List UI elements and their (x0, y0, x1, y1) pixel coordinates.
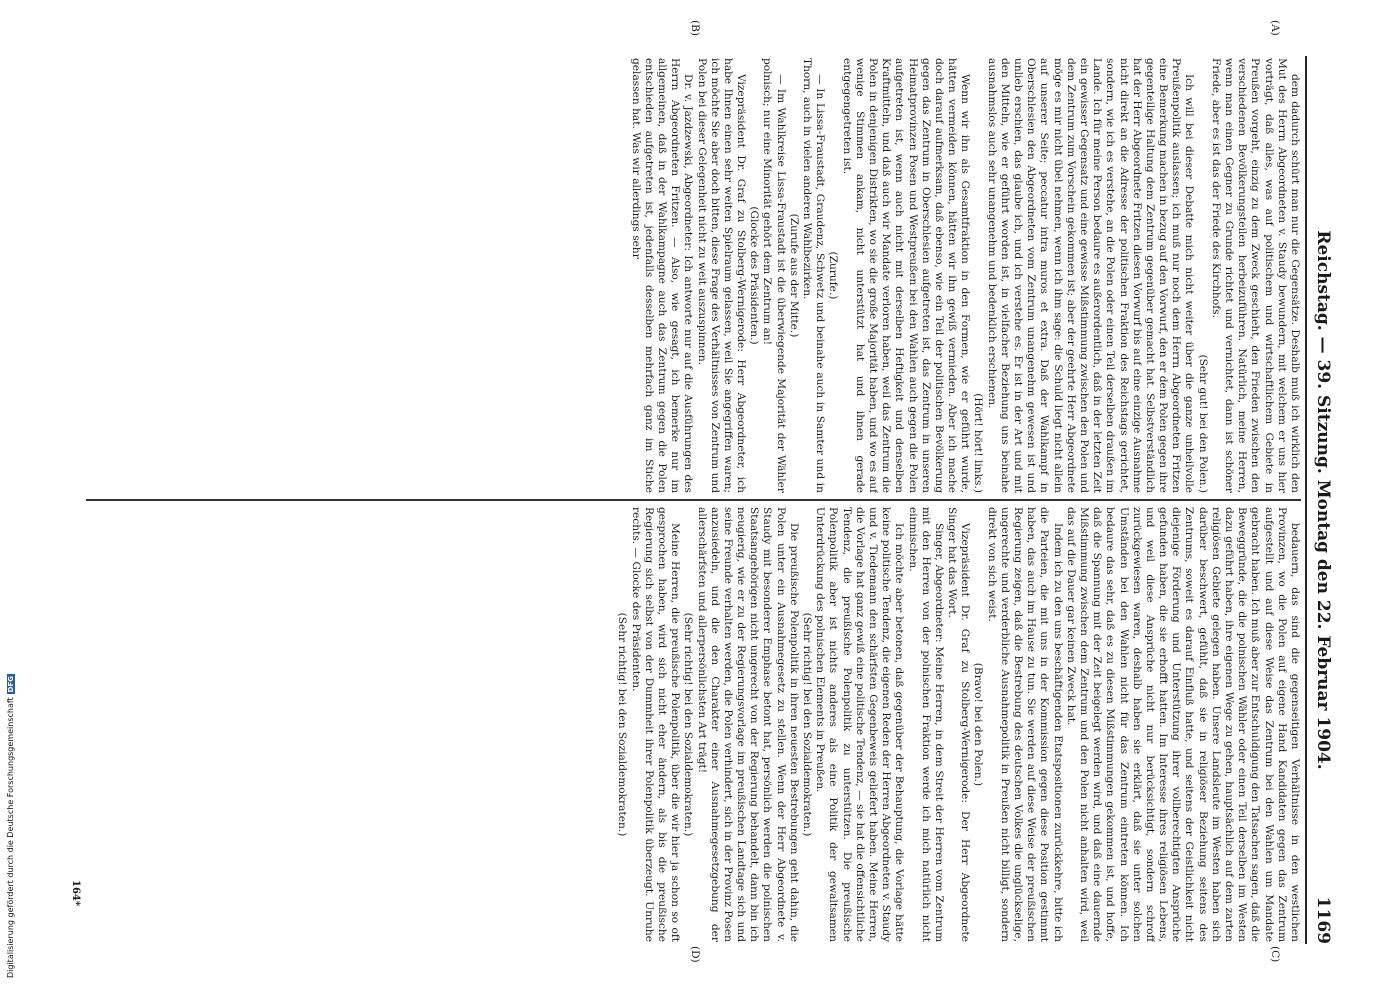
right-column (86, 507, 1301, 942)
margin-marker-a: (A) (1269, 20, 1281, 36)
interjection: (Sehr richtig! bei den Sozialdemokraten.) (616, 612, 629, 837)
left-column (86, 58, 1301, 493)
interjection: (Hört! hört! links.) (972, 393, 985, 493)
speaker-paragraph: Dr. v. Jazdzewski, Abgeordneter: Ich antworte nur auf die Ausführungen des Herrn Abgeordneten Fritzen. — Also, wie gesagt, ich bemerke nur im allgemeinen, daß in der Wahlkampagne auch das Zentrum gegen die Polen entschieden aufgetreten ist, jedenfalls desselben mehrfach ganz im Stiche gelassen hat. Was wir allerdings sehr (629, 58, 695, 493)
paragraph: Wenn wir ihn als Gesamtfraktion in den Formen, wie er geführt wurde, hätten vermeiden können, hätten wir ihn gewiß vermieden. Aber ich mache doch darauf aufmerksam, daß ebenso, wie ein Teil der politischen Bevölkerung gegen das Zentrum in Oberschlesien aufgetreten ist, das Zentrum in unseren Heimatprovinzen Posen und Westpreußen bei den Wahlen auch gegen die Polen aufgetreten ist, wenn auch nicht mit derselben Heftigkeit und denselben Kraftmitteln, und daß auch wir Mandate verloren haben, weil das Zentrum die Polen in denjenigen Distrikten, wo sie die große Majorität haben, und wo es auf wenige Stimmen ankam, nicht unterstützt hat und ihnen gerade entgegengetreten ist. (840, 58, 972, 493)
interjection: (Zurufe.) (827, 251, 840, 300)
margin-marker-b: (B) (689, 20, 701, 36)
dfg-logo: DFG (6, 675, 15, 693)
paragraph: Die preußische Polenpolitik in ihren neuesten Bestrebungen geht dahin, die Polen unter ein Ausnahmegesetz zu stellen. Wenn der Herr Abgeordnete v. Staudy mit besonderer Emphase betont hat, persönlich werden die polnischen Staatsangehörigen nicht ungerecht von der Regierung behandelt, dann bin ich neugierig, wie er zu der Regierungsvorlage im preußischen Landtage sich und seine Freunde verhalten werden, die Polen verhindert, sich in der Provinz Posen anzusiedeln, und die den Charakter einer Ausnahmegesetzgebung der allerschärfsten und allerpersönlichsten Art trägt! (695, 507, 800, 942)
interjection: (Bravo! bei den Polen.) (972, 662, 985, 787)
interjection: (Sehr gut! bei den Polen.) (1196, 354, 1209, 493)
speaker-paragraph: Vizepräsident Dr. Graf zu Stolberg-Wernigerode: Der Herr Abgeordnete Singer hat das Wort. (946, 507, 972, 942)
interjection: (Glocke des Präsidenten.) (748, 206, 761, 345)
interjection: (Sehr richtig! bei den Sozialdemokraten.) (801, 612, 814, 837)
margin-marker-d: (D) (689, 946, 701, 963)
page-number: 1169 (1313, 896, 1333, 944)
paragraph: Indem ich zu den uns beschäftigenden Etatspositionen zurückkehre, bitte ich die Parteien, die mit uns in der Kommission gegen diese Position gestimmt haben, das auch im Hause zu tun. Sie werden auf diese Weise der preußischen Regierung zeigen, daß die Bestrebung des deutschen Volkes die unglückselige, ungerechte und verderbliche Ausnahmepolitik in Preußen nicht billigt, sondern direkt von sich weist. (985, 507, 1064, 942)
paragraph: Ich möchte aber betonen, daß gegenüber der Behauptung, die Vorlage hätte keine politische Tendenz, die eigenen Reden der Herren Abgeordneten v. Staudy und v. Tiedemann den schärfsten Gegenbeweis geliefert haben. Meine Herren, die Vorlage hat ganz gewiß eine politische Tendenz, — sie hat die offensichtliche Tendenz, die preußische Polenpolitik zu unterstützen. Die preußische Polenpolitik aber ist nichts anderes als eine Politik der gewaltsamen Unterdrückung des polnischen Elements in Preußen. (814, 507, 906, 942)
column-divider (86, 499, 1301, 501)
paragraph: — Im Wahlkreise Lissa-Fraustadt ist die überwiegende Majorität der Wähler polnisch; nur eine Minorität gehört dem Zentrum an! (761, 58, 787, 493)
interjection: (Sehr richtig! bei den Sozialdemokraten.) (682, 612, 695, 837)
signature-mark: 164* (70, 880, 81, 907)
paragraph: dem dadurch schürt man nur die Gegensätze. Deshalb muß ich wirklich den Mut des Herrn Abgeordneten v. Staudy bewundern, mit welchem er uns hier vorträgt, daß alles, was auf politischem und wirtschaftlichem Gebiete in Preußen vorgeht, einzig zu dem Zweck geschieht, den Frieden zwischen den verschiedenen Bevölkerungsteilen herbeizuführen. Natürlich, meine Herren, wenn man einen Gegner zu Grunde richtet und vernichtet, dann ist schöner Friede, aber es ist das der Friede des Kirchhofs. (1209, 58, 1301, 493)
header-title: Reichstag. — 39. Sitzung. Montag den 22. Februar 1904. (1313, 230, 1333, 770)
credit-text: Digitalisierung gefördert durch die Deutsche Forschungsgemeinschaft (6, 697, 15, 978)
document-page (66, 20, 1341, 963)
paragraph: bedauern, das sind die gegenseitigen Verhältnisse in den westlichen Provinzen, wo die Polen auf eigene Hand Kandidaten gegen das Zentrum aufgestellt und auf diese Weise das Zentrum bei den Wahlen um Mandate gebracht haben. Ich muß aber zur Entschuldigung den Tatsachen sagen, daß die Beweggründe, die die polnischen Wähler oder einen Teil derselben im Westen dazu geführt haben, ihre eigenen Wege zu gehen, hauptsächlich auf dem zarten religiösen Gebiete gelegen haben. Unsere Landsleute im Westen haben sich darüber beschwert, gefühlt, daß sie in religiöser Beziehung seitens des Zentrums, soweit es darauf Einfluß hatte, und seitens der Geistlichkeit nicht diejenige Förderung und Unterstützung ihrer vollberechtigten Ansprüche gefunden haben, die sie erhofft hatten. Im Interesse ihres religiösen Lebens, und weil diese Ansprüche nicht nur berücksichtigt, sondern schroff zurückgewiesen waren, deshalb haben sie erklärt, daß sie unter solchen Umständen bei den Wahlen nicht für das Zentrum eintreten können. Ich bedaure das sehr, daß es zu diesen Mißstimmungen gekommen ist, und hoffe, daß die Spannung mit der Zeit beigelegt werden wird, und daß eine dauernde Mißstimmung zwischen dem Zentrum und den Polen nicht anhalten wird, weil das auf die Dauer gar keinen Zweck hat. (1064, 507, 1301, 942)
speaker-paragraph: Vizepräsident Dr. Graf zu Stolberg-Wernigerode: Herr Abgeordneter, ich habe Ihnen einen sehr weiten Spielraum gelassen, weil Sie angegriffen waren; ich möchte Sie aber doch bitten, diese Frage des Verhältnisses von Zentrum und Polen bei dieser Gelegenheit nicht zu weit auszuspinnen. (695, 58, 748, 493)
speaker-paragraph: Singer, Abgeordneter: Meine Herren, in dem Streit der Herren vom Zentrum mit den Herren von der polnischen Fraktion werde ich mich natürlich nicht einmischen. (906, 507, 945, 942)
interjection: (Zurufe aus der Mitte.) (787, 213, 800, 338)
digitization-credit (6, 674, 15, 978)
paragraph: Meine Herren, die preußische Polenpolitik, über die wir hier ja schon so oft gesprochen haben, wird sich nicht eher ändern, als bis die preußische Regierung sich selbst von der Dummheit ihrer Polenpolitik überzeugt. Unruhe rechts. — Glocke des Präsidenten. (629, 507, 682, 942)
paragraph: Ich will bei dieser Debatte mich nicht weiter über die ganze unheilvolle Preußenpolitik auslassen; ich muß nur noch dem Herrn Abgeordneten Fritzen eine Bemerkung machen in bezug auf den Vorwurf, den er dem Polen gegen ihre gegenteilige Haltung dem Zentrum gegenüber gemacht hat. Selbstverständlich hat der Herr Abgeordnete Fritzen diesen Vorwurf bis auf eine einzige Ausnahme nicht direkt an die Adresse der politischen Fraktion des Reichstags gerichtet, sondern, wie ich es verstehe, an die Polen oder einen Teil derselben draußen im Lande. Ich für meine Person bedaure es außerordentlich, daß in der letzten Zeit ein gewisser Gegensatz und eine gewisse Mißstimmung zwischen den Polen und dem Zentrum zum Vorschein gekommen ist; aber der geehrte Herr Abgeordnete möge es mir nicht übel nehmen, wenn ich ihm sage: die Schuld liegt nicht allein auf unserer Seite; peccatur intra muros et extra. Daß der Wahlkampf in Oberschlesien den Abgeordneten vom Zentrum unangenehm gewesen ist und unlieb erschien, das glaube ich, und ich verstehe es. Er ist in der Art und mit den Mitteln, wie er geführt worden ist, in vielfacher Beziehung uns beinahe ausnahmslos auch sehr unangenehm und bedenklich erschienen. (985, 58, 1196, 493)
margin-marker-c: (C) (1269, 946, 1281, 963)
paragraph: — In Lissa-Fraustadt, Graudenz, Schwetz und beinahe auch in Samter und in Thorn, auch in vielen anderen Wahlbezirken. (801, 58, 827, 493)
page-header (1305, 56, 1337, 944)
